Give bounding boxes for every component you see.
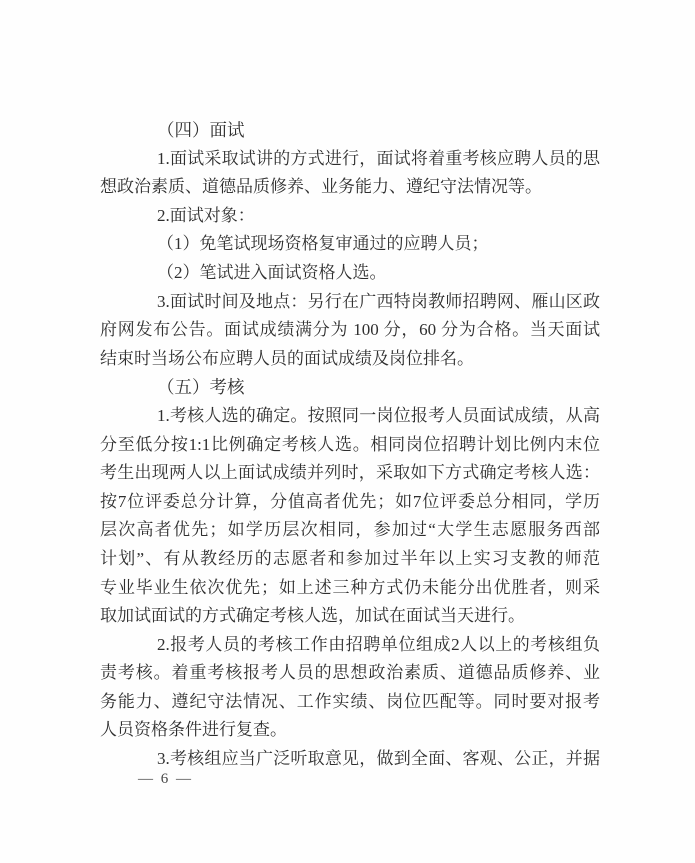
text-line: 责考核。着重考核报考人员的思想政治素质、道德品质修养、业 xyxy=(100,663,600,683)
text-line: （1）免笔试现场资格复审通过的应聘人员； xyxy=(157,234,489,254)
text-line: 分至低分按1:1比例确定考核人选。相同岗位招聘计划比例内末位 xyxy=(100,434,600,454)
section-heading: （四）面试 xyxy=(157,120,245,140)
text-line: 3.考核组应当广泛听取意见，做到全面、客观、公正，并据 xyxy=(157,749,600,769)
text-line: 府网发布公告。面试成绩满分为 100 分，60 分为合格。当天面试 xyxy=(100,320,600,340)
text-line: 计划”、有从教经历的志愿者和参加过半年以上实习支教的师范 xyxy=(100,548,600,568)
text-line: 层次高者优先；如学历层次相同，参加过“大学生志愿服务西部 xyxy=(100,520,600,540)
text-line: 2.面试对象： xyxy=(157,205,255,225)
text-block xyxy=(100,116,600,774)
text-line: 3.面试时间及地点：另行在广西特岗教师招聘网、雁山区政 xyxy=(157,291,600,311)
text-line: 专业毕业生依次优先；如上述三种方式仍未能分出优胜者，则采 xyxy=(100,577,600,597)
text-line: （2）笔试进入面试资格人选。 xyxy=(157,262,387,282)
text-line: 人员资格条件进行复查。 xyxy=(100,720,287,740)
text-line: 1.考核人选的确定。按照同一岗位报考人员面试成绩，从高 xyxy=(157,405,600,425)
text-line: 按7位评委总分计算，分值高者优先；如7位评委总分相同，学历 xyxy=(100,491,600,511)
text-line: 取加试面试的方式确定考核人选，加试在面试当天进行。 xyxy=(100,606,525,626)
text-line: 想政治素质、道德品质修养、业务能力、遵纪守法情况等。 xyxy=(100,177,542,197)
section-heading: （五）考核 xyxy=(157,377,245,398)
text-line: 1.面试采取试讲的方式进行，面试将着重考核应聘人员的思 xyxy=(157,148,600,168)
text-line: 务能力、遵纪守法情况、工作实绩、岗位匹配等。同时要对报考 xyxy=(100,691,600,711)
text-line: 2.报考人员的考核工作由招聘单位组成2人以上的考核组负 xyxy=(157,634,600,654)
page-number: — 6 — xyxy=(138,771,193,787)
text-line: 考生出现两人以上面试成绩并列时，采取如下方式确定考核人选： xyxy=(100,463,600,483)
text-line: 结束时当场公布应聘人员的面试成绩及岗位排名。 xyxy=(100,348,474,368)
